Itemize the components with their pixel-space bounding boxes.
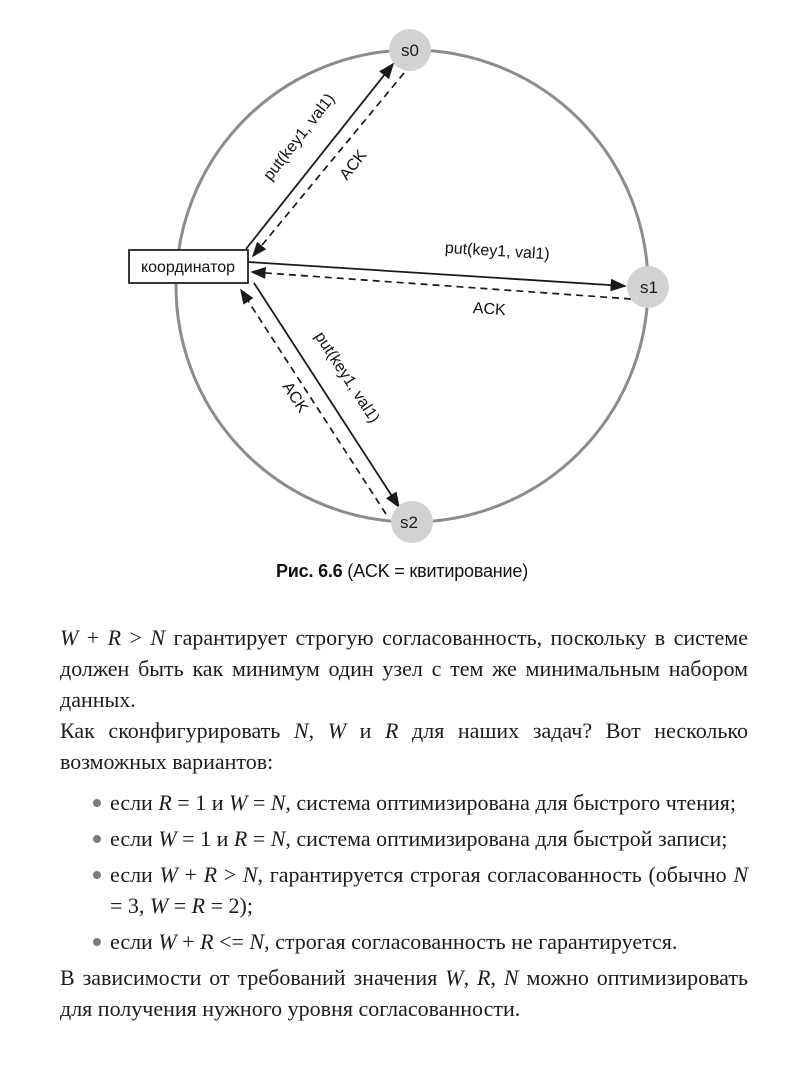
variable: W (149, 893, 169, 918)
variable: N (293, 718, 309, 743)
list-item-fast-read (60, 787, 748, 818)
bullet-list (60, 787, 748, 957)
variable: W (60, 625, 79, 650)
text-run: если (110, 790, 159, 815)
variable: N (242, 862, 258, 887)
variable: R (107, 625, 122, 650)
node-s2 (391, 501, 433, 543)
variable: R (384, 718, 399, 743)
list-item-fast-write (60, 823, 748, 854)
variable: R (200, 929, 214, 954)
variable: R (233, 826, 248, 851)
variable: N (270, 790, 286, 815)
variable: R (158, 790, 172, 815)
coordinator-box (129, 250, 248, 283)
put-label-s1: put(key1, val1) (444, 239, 551, 264)
variable: N (270, 826, 286, 851)
text-run: , (490, 965, 504, 990)
figure-caption-number: Рис. 6.6 (275, 561, 343, 581)
text-run: , (308, 718, 328, 743)
variable: W (158, 929, 177, 954)
text-run: , система оптимизирована для быстрой записи; (285, 826, 728, 851)
paragraph-quorum-guarantee (60, 622, 748, 715)
hash-ring-circle (176, 50, 648, 522)
text-run: + (78, 625, 108, 650)
ack-label-s1: ACK (472, 300, 507, 319)
text-run: <= (213, 929, 250, 954)
text-run: > (121, 625, 151, 650)
variable: R (191, 893, 206, 918)
variable: N (249, 929, 265, 954)
text-run: В зависимости от требований значения (60, 965, 446, 990)
text-run: = (168, 893, 192, 918)
text-run: можно оптимизировать для получения нужного уровня согласованности. (60, 965, 749, 1021)
text-run: для наших задач? Вот несколько возможных вариантов: (60, 718, 749, 774)
text-run: если (110, 929, 159, 954)
text-run: если (110, 826, 159, 851)
text-run: , система оптимизирована для быстрого чтения; (285, 790, 736, 815)
put-arrow-s1 (248, 262, 625, 286)
text-run: , (463, 965, 477, 990)
text-run: + (176, 929, 201, 954)
figure-caption (0, 561, 804, 582)
put-arrow-s2 (254, 283, 399, 507)
ack-arrow-s1 (252, 272, 631, 299)
text-run: = (247, 826, 271, 851)
node-s1-label: s1 (640, 278, 658, 297)
text-run: + (177, 862, 204, 887)
text-run: > (217, 862, 243, 887)
node-s2-label: s2 (400, 513, 418, 532)
ack-label-s0: ACK (336, 147, 371, 184)
node-s1 (627, 266, 669, 308)
variable: N (503, 965, 519, 990)
variable: N (733, 862, 748, 887)
variable: W (228, 790, 248, 815)
paragraph-conclusion (60, 962, 748, 1024)
list-item-no-guarantee (60, 926, 748, 957)
node-s0-label: s0 (401, 41, 419, 60)
variable: R (203, 862, 218, 887)
put-label-s0: put(key1, val1) (260, 90, 339, 184)
text-run: Как сконфигурировать (60, 718, 294, 743)
ack-label-s2: ACK (278, 379, 311, 416)
variable: N (150, 625, 166, 650)
text-run: если (110, 862, 160, 887)
variable: W (327, 718, 347, 743)
text-run: = 3, (110, 893, 150, 918)
put-arrow-s0 (246, 64, 393, 249)
variable: W (158, 826, 177, 851)
variable: W (445, 965, 464, 990)
paragraph-how-to-configure (60, 715, 748, 777)
text-run: = 1 и (176, 826, 234, 851)
coordinator-label: координатор (140, 259, 236, 276)
list-item-strong-consistency (60, 859, 748, 921)
put-label-s2: put(key1, val1) (311, 328, 383, 427)
figure-caption-note: (ACK = квитирование) (342, 561, 529, 581)
variable: R (477, 965, 491, 990)
text-run: = 1 и (171, 790, 229, 815)
text-run: , строгая согласованность не гарантируется. (264, 929, 678, 954)
text-run: гарантирует строгую согласованность, поскольку в системе должен быть как минимум один узел с тем же минимальным набором данных. (60, 625, 748, 712)
text-run: = (247, 790, 271, 815)
text-run: = 2); (205, 893, 253, 918)
text-run: и (346, 718, 385, 743)
variable: W (159, 862, 178, 887)
text-run: , гарантируется строгая согласованность (обычно (257, 862, 734, 887)
page-text (60, 622, 748, 1024)
node-s0 (389, 29, 431, 71)
